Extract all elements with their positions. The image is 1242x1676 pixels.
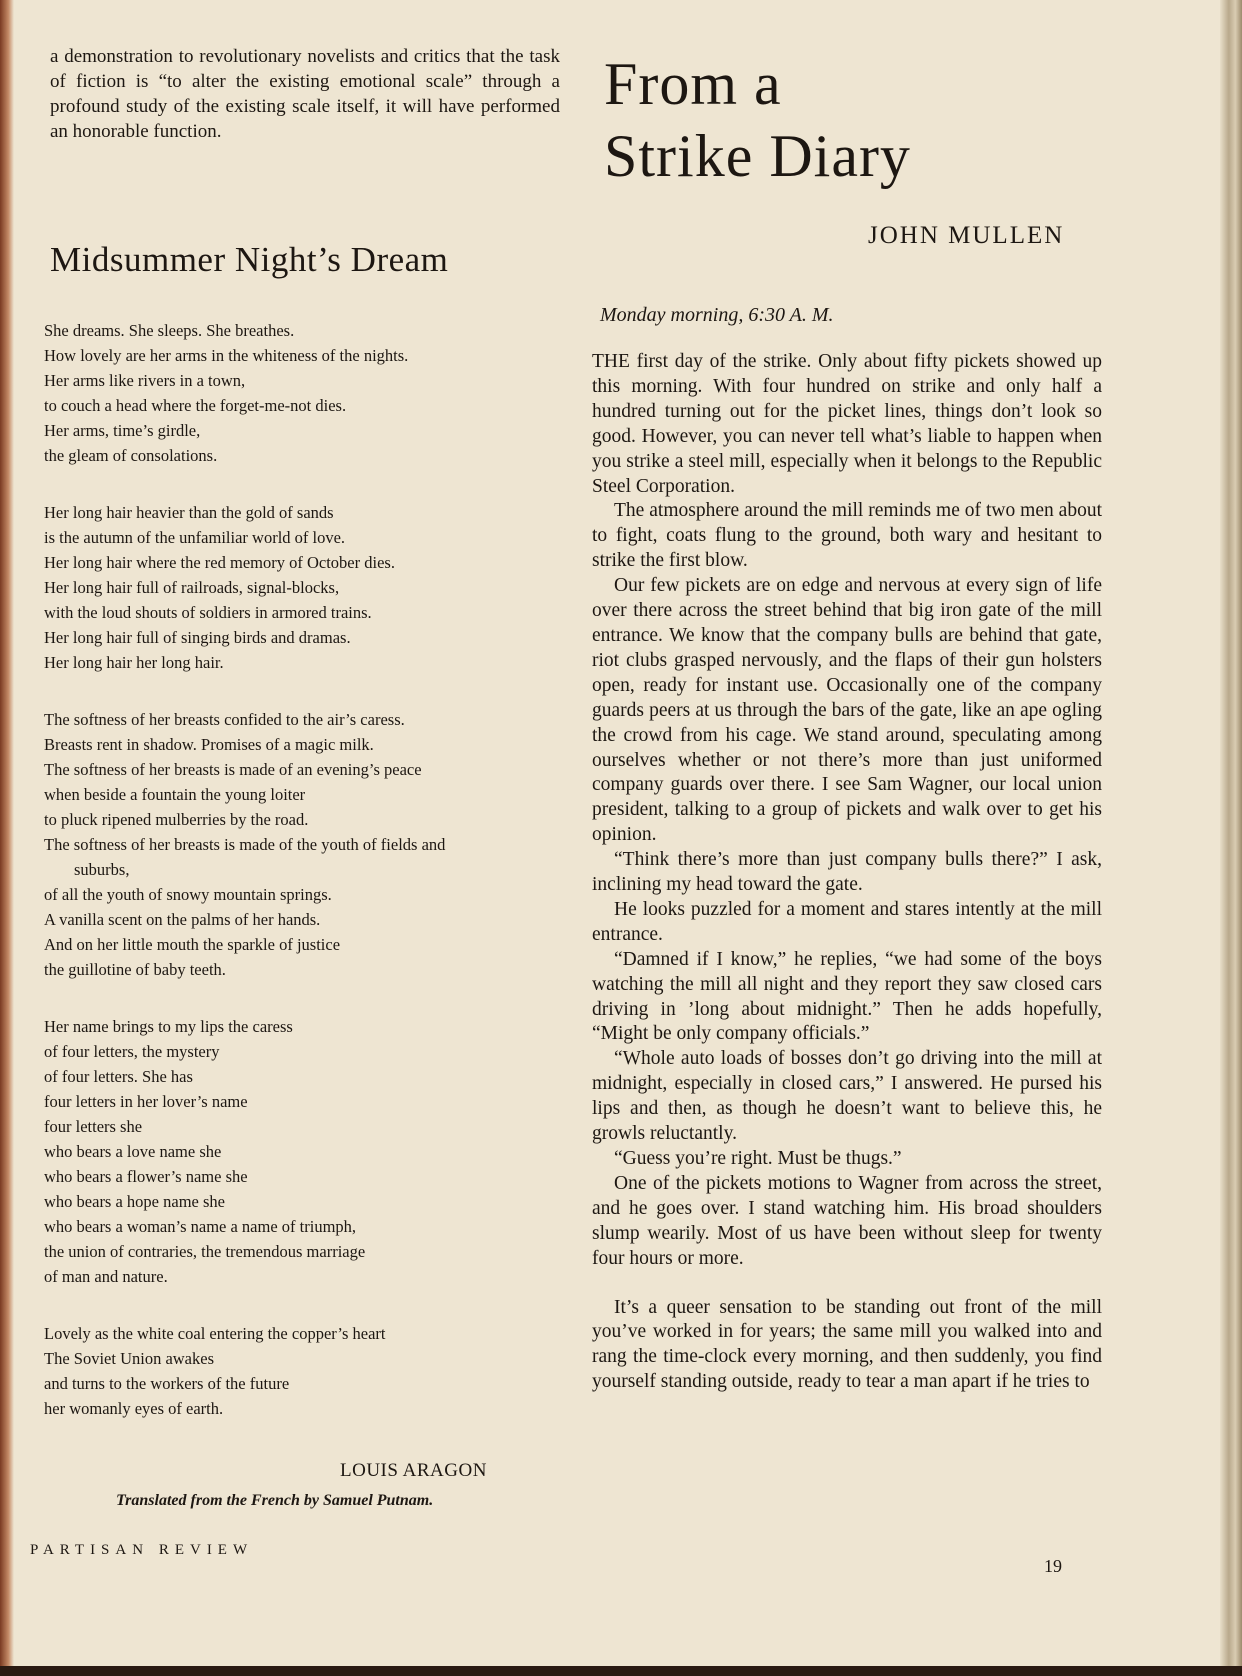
poem-line: the guillotine of baby teeth. xyxy=(44,960,226,979)
poem-line: the union of contraries, the tremendous marriage xyxy=(44,1242,366,1261)
poem-line: The softness of her breasts confided to the air’s caress. xyxy=(44,710,405,729)
poem-line: who bears a love name she xyxy=(44,1142,222,1161)
article-paragraph: He looks puzzled for a moment and stares intently at the mill entrance. xyxy=(592,898,1102,945)
article-paragraph: The atmosphere around the mill reminds me of two men about to fight, coats flung to the ground, both wary and hesitant to strike the first blow. xyxy=(592,500,1102,572)
poem-line: who bears a woman’s name a name of triumph, xyxy=(44,1217,357,1236)
article-title xyxy=(604,48,911,192)
poem-line: And on her little mouth the sparkle of justice xyxy=(44,935,341,954)
poem-stanza xyxy=(44,318,564,468)
poem-translator-credit: Translated from the French by Samuel Putnam. xyxy=(116,1492,434,1509)
poem-line: How lovely are her arms in the whiteness of the nights. xyxy=(44,346,409,365)
poem-line: Her arms like rivers in a town, xyxy=(44,371,246,390)
article-paragraph: “Whole auto loads of bosses don’t go driving into the mill at midnight, especially in closed cars,” I answered. He pursed his lips and then, as though he doesn’t want to believe this, he growls reluctantly. xyxy=(592,1048,1102,1145)
poem-line: who bears a hope name she xyxy=(44,1192,225,1211)
article-dateline: Monday morning, 6:30 A. M. xyxy=(600,304,834,326)
article-paragraph: “Think there’s more than just company bulls there?” I ask, inclining my head toward the gate. xyxy=(592,849,1102,896)
poem-line: Lovely as the white coal entering the copper’s heart xyxy=(44,1324,386,1343)
article-paragraph: One of the pickets motions to Wagner from across the street, and he goes over. I stand watching him. His broad shoulders slump wearily. Most of us have been without sleep for twenty four hours or more. xyxy=(592,1172,1102,1269)
poem-line: Her long hair her long hair. xyxy=(44,653,224,672)
poem-line: to couch a head where the forget-me-not dies. xyxy=(44,396,347,415)
article-paragraph: “Damned if I know,” he replies, “we had some of the boys watching the mill all night and they report they saw closed cars driving in ’long about midnight.” Then he adds hopefully, “Might be only company officials.” xyxy=(592,948,1102,1045)
poem-line: who bears a flower’s name she xyxy=(44,1167,248,1186)
poem-stanza xyxy=(44,707,564,982)
poem-title: Midsummer Night’s Dream xyxy=(50,240,449,279)
poem-line: with the loud shouts of soldiers in armored trains. xyxy=(44,603,372,622)
poem-line: of all the youth of snowy mountain springs. xyxy=(44,885,332,904)
page-bottom-edge xyxy=(0,1666,1242,1676)
article-paragraph: “Guess you’re right. Must be thugs.” xyxy=(614,1148,902,1169)
poem-line: Her arms, time’s girdle, xyxy=(44,421,201,440)
poem-line: of man and nature. xyxy=(44,1267,168,1286)
poem-line: Her long hair where the red memory of October dies. xyxy=(44,553,395,572)
magazine-footer: PARTISAN REVIEW xyxy=(30,1542,254,1558)
poem-line: is the autumn of the unfamiliar world of love. xyxy=(44,528,346,547)
article-body xyxy=(592,350,1102,1395)
poem-line: her womanly eyes of earth. xyxy=(44,1399,224,1418)
poem-line: of four letters, the mystery xyxy=(44,1042,220,1061)
article-author: JOHN MULLEN xyxy=(868,222,1065,249)
poem-line: Her long hair full of singing birds and dramas. xyxy=(44,628,351,647)
article-title-line: From a xyxy=(604,51,782,117)
poem-line: when beside a fountain the young loiter xyxy=(44,785,306,804)
article-paragraph: Our few pickets are on edge and nervous at every sign of life over there across the street behind that big iron gate of the mill entrance. We know that the company bulls are behind that gate, riot clubs grasped nervously, and the flaps of their gun holsters open, ready for instant use. Occasionally one of the company guards peers at us through the bars of the gate, like an ape ogling the crowd from his cage. We stand around, speculating among ourselves whether or not there’s more than just uniformed company guards over there. I see Sam Wagner, our local union president, talking to a group of pickets and walk over to get his opinion. xyxy=(592,575,1102,846)
poem-line: Breasts rent in shadow. Promises of a magic milk. xyxy=(44,735,374,754)
poem-line: to pluck ripened mulberries by the road. xyxy=(44,810,309,829)
poem-body xyxy=(44,318,564,1453)
article-title-line: Strike Diary xyxy=(604,123,911,189)
page-number: 19 xyxy=(1044,1556,1062,1576)
poem-stanza xyxy=(44,1321,564,1421)
poem-line: four letters she xyxy=(44,1117,143,1136)
poem-line: She dreams. She sleeps. She breathes. xyxy=(44,321,295,340)
continuation-text: a demonstration to revolutionary novelists and critics that the task of fiction is “to alter the existing emotional scale” through a profound study of the existing scale itself, it will have performed an honorable function. xyxy=(50,46,560,142)
poem-line: The softness of her breasts is made of the youth of fields and xyxy=(44,835,446,854)
poem-line: Her long hair heavier than the gold of sands xyxy=(44,503,334,522)
poem-author: LOUIS ARAGON xyxy=(340,1460,487,1481)
poem-line: A vanilla scent on the palms of her hands. xyxy=(44,910,321,929)
poem-line: of four letters. She has xyxy=(44,1067,193,1086)
poem-line: four letters in her lover’s name xyxy=(44,1092,248,1111)
poem-line: The Soviet Union awakes xyxy=(44,1349,215,1368)
poem-stanza xyxy=(44,500,564,675)
poem-line: suburbs, xyxy=(74,860,130,879)
poem-line: Her name brings to my lips the caress xyxy=(44,1017,293,1036)
poem-line: Her long hair full of railroads, signal-blocks, xyxy=(44,578,340,597)
poem-line: The softness of her breasts is made of an evening’s peace xyxy=(44,760,422,779)
poem-line: and turns to the workers of the future xyxy=(44,1374,290,1393)
page-binding xyxy=(0,0,14,1676)
poem-stanza xyxy=(44,1014,564,1289)
article-paragraph: It’s a queer sensation to be standing out front of the mill you’ve worked in for years; the same mill you walked into and rang the time-clock every morning, and then suddenly, you find yourself standing outside, ready to tear a man apart if he tries to xyxy=(592,1296,1102,1393)
page-edge xyxy=(1220,0,1242,1676)
poem-line: the gleam of consolations. xyxy=(44,446,218,465)
article-paragraph: THE first day of the strike. Only about fifty pickets showed up this morning. With four hundred on strike and only half a hundred turning out for the picket lines, things don’t look so good. However, you can never tell what’s liable to happen when you strike a steel mill, especially when it belongs to the Republic Steel Corporation. xyxy=(592,351,1102,497)
